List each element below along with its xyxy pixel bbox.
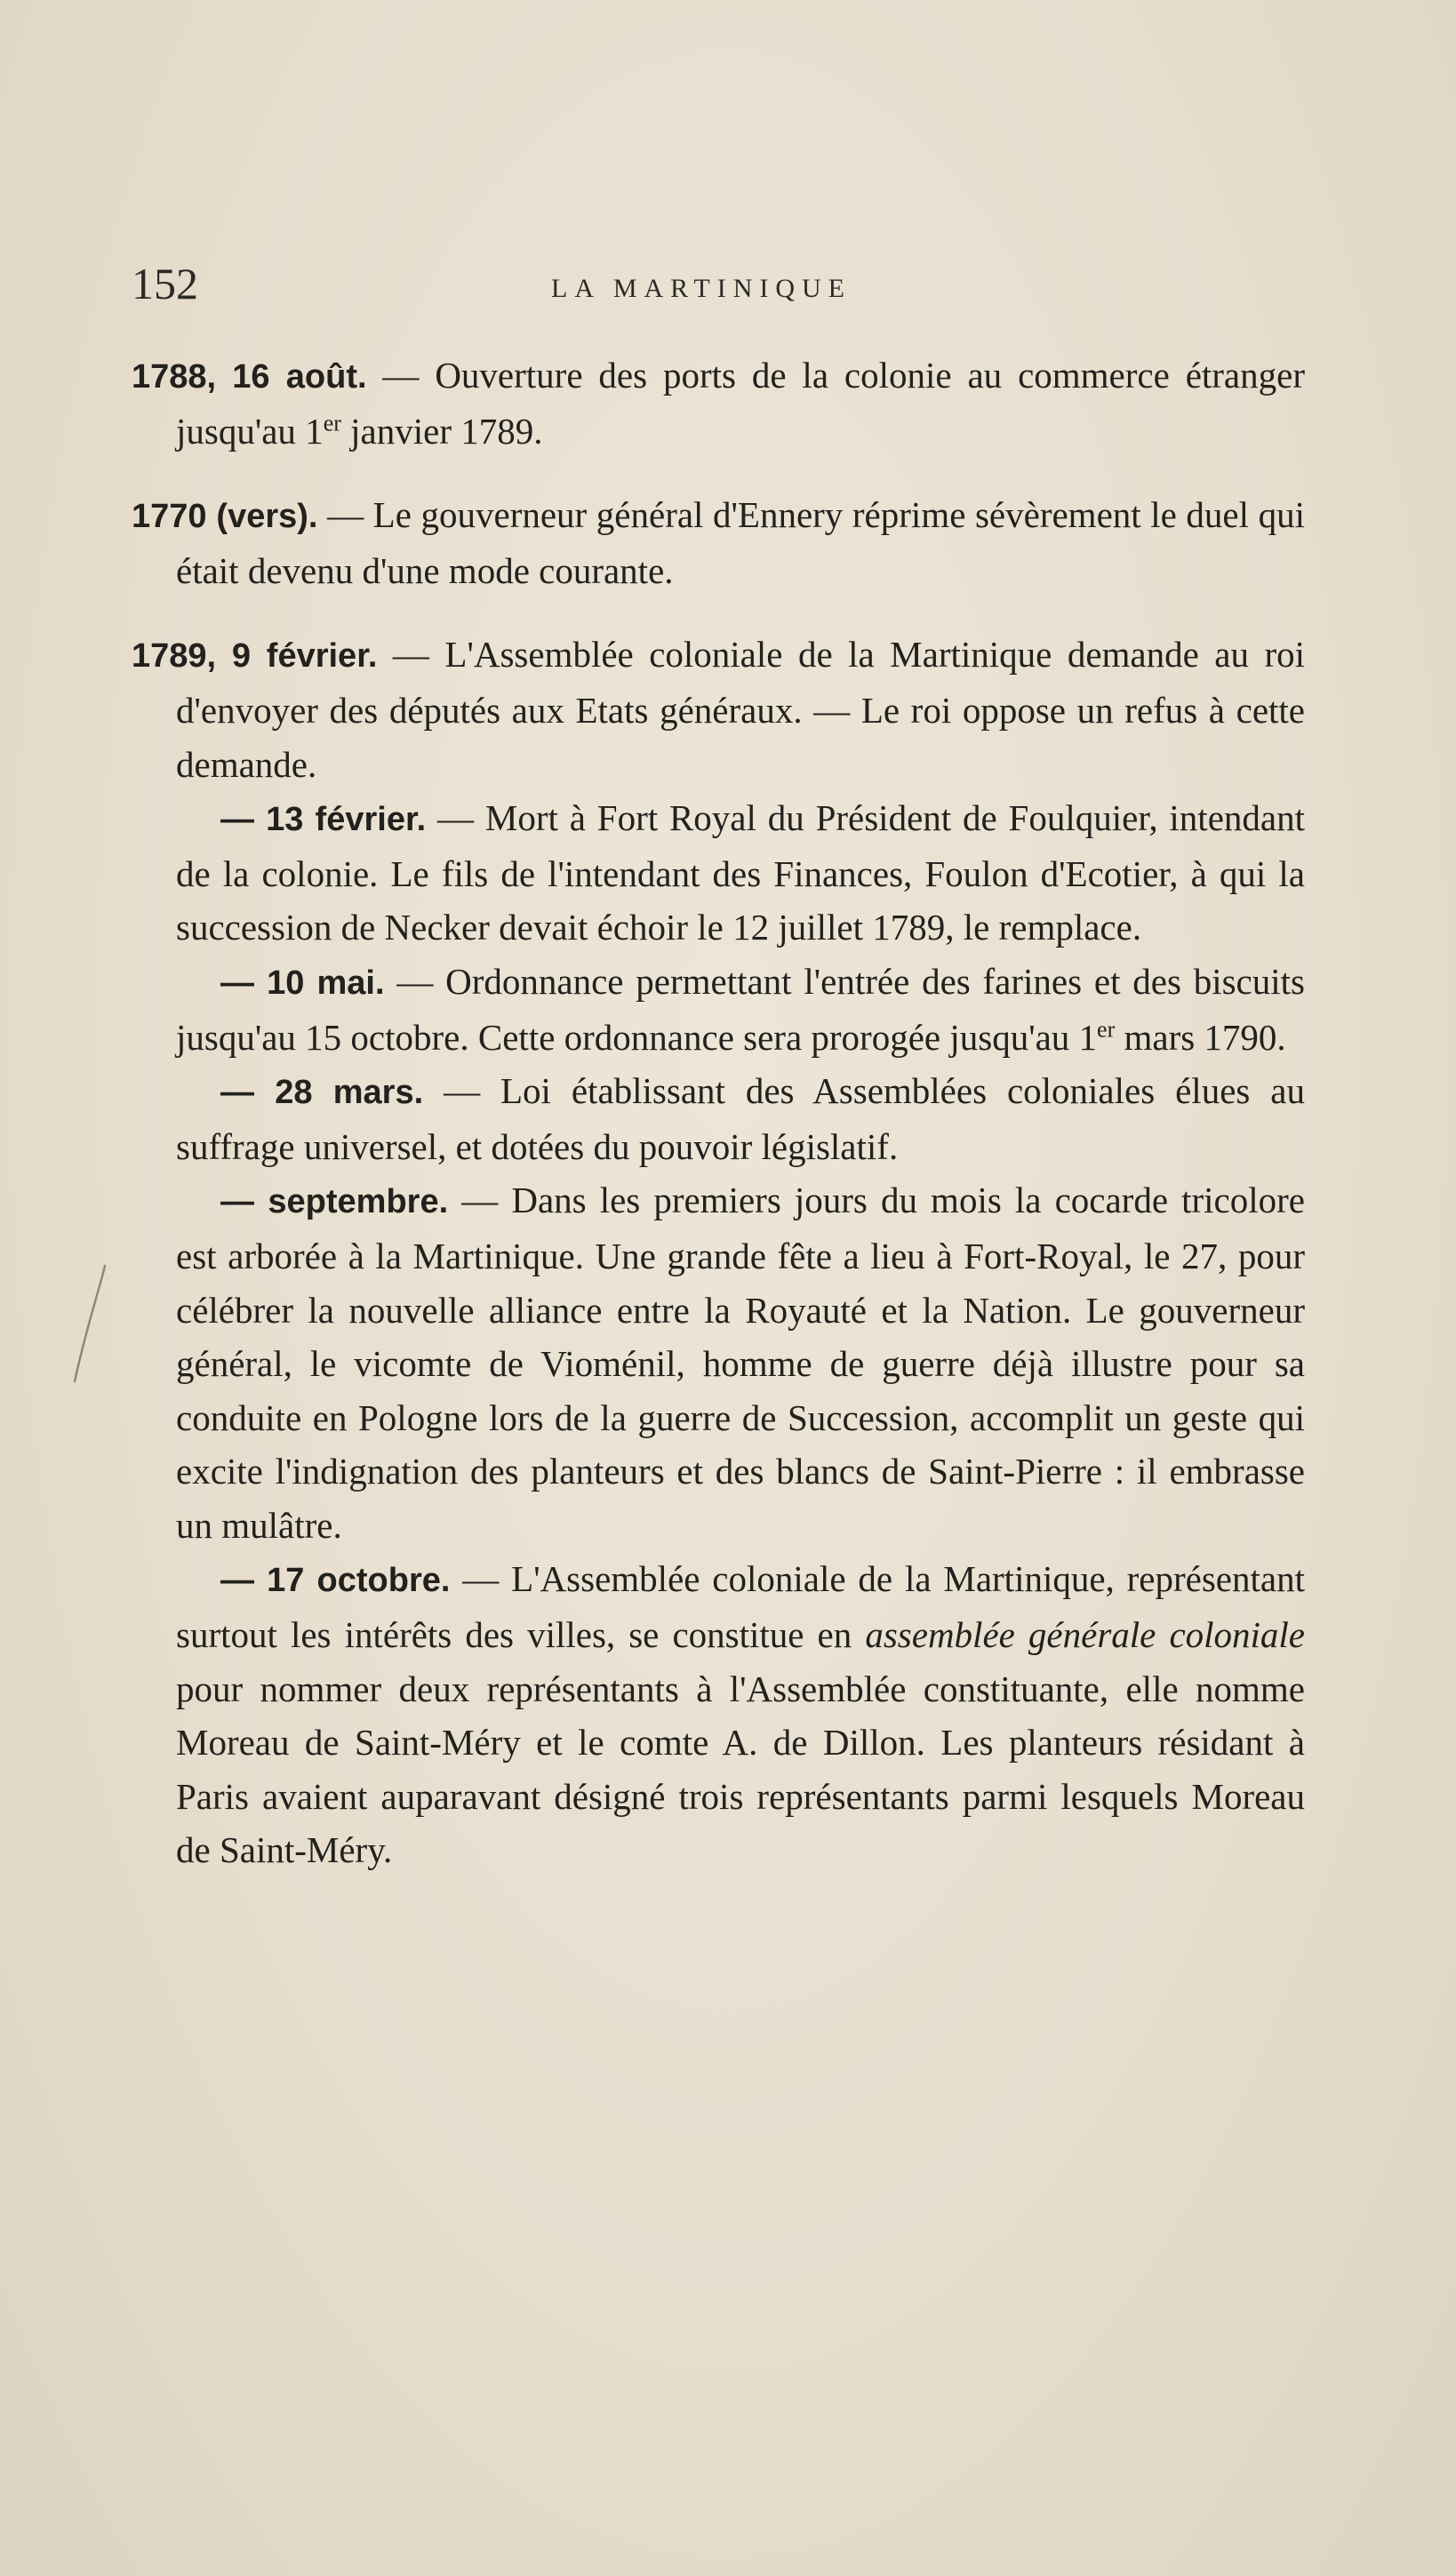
entry-17-octobre — [132, 1552, 1305, 1877]
entry-1770-vers — [132, 488, 1305, 597]
entry-text: — Dans les premiers jours du mois la cocarde tricolore est arborée à la Martinique. Une grande fête a lieu à Fort-Royal, le 27, pour célébrer la nouvelle alliance entre la Royauté et la Nation. Le gouverneur général, le vicomte de Vioménil, homme de guerre déjà illustre pour sa conduite en Pologne lors de la guerre de Succession, accomplit un geste qui excite l'indignation des planteurs et des blancs de Saint-Pierre : il embrasse un mulâtre. — [176, 1180, 1305, 1546]
entry-28-mars — [132, 1064, 1305, 1173]
ordinal-superscript: er — [323, 409, 341, 436]
entry-date: — 17 octobre. — [220, 1562, 451, 1600]
entry-date: — 10 mai. — [220, 964, 385, 1002]
chronology-text — [132, 348, 1305, 1877]
running-title: LA MARTINIQUE — [551, 274, 852, 303]
entry-text: pour nommer deux représentants à l'Assemblée constituante, elle nomme Moreau de Saint-Méry et le comte A. de Dillon. Les planteurs résidant à Paris avaient auparavant désigné trois représentants parmi lesquels Moreau de Saint-Méry. — [176, 1668, 1305, 1871]
entry-date: 1789, 9 février. — [132, 637, 378, 676]
entry-text: janvier 1789. — [340, 410, 543, 452]
entry-date: — 28 mars. — [220, 1074, 424, 1112]
entry-text: — Loi établissant des Assemblées coloniales élues au suffrage universel, et dotées du pouvoir législatif. — [176, 1070, 1305, 1167]
page-number: 152 — [132, 259, 198, 308]
entry-date: 1770 (vers). — [132, 498, 318, 536]
entry-1788-aout — [132, 348, 1305, 458]
entry-text: — Ouverture des ports de la colonie au commerce étranger jusqu'au 1 — [176, 355, 1305, 452]
entry-septembre — [132, 1173, 1305, 1552]
entry-10-mai — [132, 955, 1305, 1064]
entry-date: 1788, 16 août. — [132, 358, 367, 396]
entry-date: — 13 février. — [220, 801, 427, 839]
entry-13-fevrier — [132, 791, 1305, 955]
entry-text: — Ordonnance permettant l'entrée des farines et des biscuits jusqu'au 15 octobre. Cette ordonnance sera prorogée jusqu'au 1 — [176, 960, 1305, 1058]
pencil-margin-mark — [68, 1262, 121, 1387]
entry-text: — L'Assemblée coloniale de la Martinique, représentant surtout les intérêts des villes, se constitue en — [176, 1558, 1305, 1656]
page-header — [132, 258, 1305, 311]
entry-text: — Mort à Fort Royal du Président de Foulquier, intendant de la colonie. Le fils de l'intendant des Finances, Foulon d'Ecotier, à qui la succession de Necker devait échoir le 12 juillet 1789, le remplace. — [176, 797, 1305, 948]
entry-text: — Le gouverneur général d'Ennery réprime sévèrement le duel qui était devenu d'une mode courante. — [176, 494, 1305, 591]
entry-1789-fevrier — [132, 628, 1305, 791]
entry-text: — L'Assemblée coloniale de la Martinique demande au roi d'envoyer des députés aux Etats généraux. — Le roi oppose un refus à cette demande. — [176, 634, 1305, 785]
entry-text: mars 1790. — [1115, 1016, 1286, 1058]
ordinal-superscript: er — [1097, 1015, 1116, 1042]
emphasized-text: assemblée générale coloniale — [865, 1614, 1306, 1656]
entry-date: — septembre. — [220, 1183, 449, 1221]
